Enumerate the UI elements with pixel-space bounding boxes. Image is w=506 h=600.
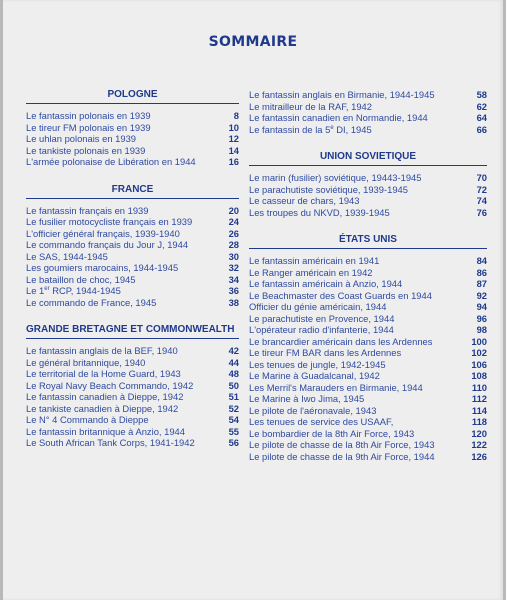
toc-entry-label: Le fantassin de la 5e DI, 1945 [249, 123, 372, 135]
toc-entry-page: 118 [471, 416, 487, 427]
toc-entry-page: 84 [476, 255, 487, 266]
toc-entry[interactable] [26, 380, 239, 392]
superscript: e [330, 124, 334, 131]
toc-entry-label: Le 1er RCP, 1944-1945 [26, 285, 121, 296]
toc-entry[interactable] [249, 382, 487, 394]
toc-entry-label: Le fantassin britannique à Anzio, 1944 [26, 425, 185, 437]
toc-entry-label: Le fantassin canadien à Dieppe, 1942 [26, 391, 184, 402]
toc-entry[interactable] [249, 393, 487, 405]
toc-entry-page: 42 [228, 345, 239, 356]
toc-entry[interactable] [26, 345, 239, 357]
toc-entry[interactable] [26, 145, 239, 157]
toc-entry-page: 32 [228, 262, 239, 273]
toc-entry-page: 38 [228, 296, 239, 308]
toc-entry[interactable] [249, 370, 487, 382]
toc-entry-page: 20 [228, 204, 239, 216]
toc-entry-page: 28 [228, 239, 239, 250]
toc-entry-page: 98 [476, 324, 487, 335]
toc-entry-label: Le fantassin anglais en Birmanie, 1944-1945 [249, 89, 435, 100]
toc-entry[interactable] [249, 112, 487, 124]
toc-entry[interactable] [249, 184, 487, 196]
toc-entry-page: 12 [228, 133, 239, 144]
toc-entry-page: 70 [476, 172, 487, 183]
toc-entry[interactable] [249, 124, 487, 136]
section-gap [249, 218, 487, 234]
toc-entry[interactable] [249, 405, 487, 417]
superscript: er [44, 285, 50, 292]
section-rule [26, 338, 239, 339]
toc-entry-page: 108 [471, 370, 487, 381]
toc-entry-page: 72 [476, 183, 487, 195]
toc-entry[interactable] [26, 239, 239, 251]
section-gap [249, 135, 487, 151]
toc-entry-label: Le South African Tank Corps, 1941-1942 [26, 437, 195, 448]
toc-entry[interactable] [26, 297, 239, 309]
toc-entry-label: Le Royal Navy Beach Commando, 1942 [26, 379, 194, 391]
toc-entry-page: 106 [471, 358, 487, 370]
left-column [26, 89, 239, 449]
toc-entry-label: Le tireur FM polonais en 1939 [26, 121, 151, 133]
toc-entry[interactable] [249, 451, 487, 463]
toc-entry[interactable] [26, 368, 239, 380]
toc-entry-page: 120 [471, 427, 487, 439]
toc-entry-page: 92 [476, 289, 487, 301]
toc-entry[interactable] [26, 205, 239, 217]
toc-entry-label: Le fantassin français en 1939 [26, 204, 149, 216]
toc-entry-label: Le fusilier motocycliste français en 1939 [26, 216, 193, 227]
toc-entry-page: 87 [476, 278, 487, 289]
toc-entry-page: 86 [476, 266, 487, 278]
toc-entry-page: 26 [228, 227, 239, 239]
toc-entry[interactable] [249, 195, 487, 207]
toc-entry[interactable] [249, 267, 487, 279]
section-heading: POLOGNE [107, 89, 158, 100]
toc-entry[interactable] [26, 437, 239, 449]
toc-entry-label: Les troupes du NKVD, 1939-1945 [249, 206, 390, 218]
toc-entry-label: Le Marine à Guadalcanal, 1942 [249, 370, 380, 381]
toc-entry-page: 66 [476, 123, 487, 135]
toc-entry-label: L'officier général français, 1939-1940 [26, 227, 180, 239]
toc-entry[interactable] [26, 285, 239, 297]
toc-entry[interactable] [26, 228, 239, 240]
toc-entry-label: Le pilote de l'aéronavale, 1943 [249, 404, 377, 416]
toc-entry-page: 64 [476, 112, 487, 123]
toc-entry-page: 96 [476, 312, 487, 324]
toc-entry-page: 102 [471, 347, 487, 358]
toc-entry[interactable] [249, 301, 487, 313]
toc-entry-label: Le fantassin américain en 1941 [249, 255, 380, 266]
toc-entry[interactable] [26, 403, 239, 415]
toc-entry-page: 122 [471, 439, 487, 450]
toc-entry-label: Le tireur FM BAR dans les Ardennes [249, 347, 402, 358]
toc-entry[interactable] [26, 251, 239, 263]
section-gap [26, 168, 239, 184]
toc-entry-page: 112 [471, 393, 487, 404]
section-rule [249, 165, 487, 166]
toc-entry-label: Le N° 4 Commando à Dieppe [26, 414, 149, 425]
toc-entry-page: 36 [228, 285, 239, 296]
toc-entry[interactable] [26, 110, 239, 122]
page-title: SOMMAIRE [208, 34, 298, 50]
toc-entry[interactable] [249, 101, 487, 113]
toc-entry[interactable] [249, 278, 487, 290]
toc-entry-label: Le Marine à Iwo Jima, 1945 [249, 393, 365, 404]
toc-entry[interactable] [249, 416, 487, 428]
toc-entry-page: 126 [471, 450, 487, 462]
toc-entry-page: 56 [228, 437, 239, 448]
toc-entry-label: Le commando de France, 1945 [26, 296, 157, 308]
toc-entry-label: Le casseur de chars, 1943 [249, 195, 360, 206]
toc-entry[interactable] [249, 313, 487, 325]
toc-entry-label: Les tenues de service des USAAF, [249, 416, 394, 427]
toc-entry[interactable] [249, 89, 487, 101]
toc-entry-label: Les tenues de jungle, 1942-1945 [249, 358, 386, 370]
toc-entry-page: 74 [476, 195, 487, 206]
toc-entry[interactable] [249, 439, 487, 451]
toc-entry-page: 50 [228, 379, 239, 391]
toc-entry-label: Le pilote de chasse de la 8th Air Force, 1943 [249, 439, 435, 450]
toc-entry[interactable] [26, 122, 239, 134]
right-column [249, 89, 487, 462]
section-heading: UNION SOVIETIQUE [319, 151, 417, 162]
toc-entry-label: Le territorial de la Home Guard, 1943 [26, 368, 181, 379]
toc-entry-page: 30 [228, 250, 239, 262]
toc-entry-page: 76 [476, 206, 487, 218]
toc-entry[interactable] [26, 133, 239, 145]
toc-entry-label: Le bataillon de choc, 1945 [26, 273, 136, 285]
toc-entry[interactable] [249, 255, 487, 267]
toc-entry[interactable] [249, 207, 487, 219]
toc-entry[interactable] [26, 357, 239, 369]
toc-entry[interactable] [249, 428, 487, 440]
toc-entry-page: 100 [471, 335, 487, 347]
toc-entry-page: 16 [228, 156, 239, 167]
section-rule [249, 248, 487, 249]
toc-entry-page: 14 [228, 144, 239, 156]
toc-entry[interactable] [249, 336, 487, 348]
toc-entry[interactable] [26, 414, 239, 426]
toc-entry[interactable] [26, 426, 239, 438]
toc-entry-label: Le commando français du Jour J, 1944 [26, 239, 189, 250]
toc-entry-label: Le parachutiste en Provence, 1944 [249, 312, 395, 324]
toc-entry-label: Le pilote de chasse de la 9th Air Force, 1944 [249, 450, 435, 462]
book-page [3, 0, 503, 600]
toc-entry-page: 110 [471, 381, 487, 393]
toc-entry-page: 48 [228, 368, 239, 379]
toc-entry-label: Le fantassin américain à Anzio, 1944 [249, 278, 403, 289]
toc-entry[interactable] [249, 359, 487, 371]
toc-entry[interactable] [26, 391, 239, 403]
toc-entry-page: 58 [476, 89, 487, 100]
toc-entry[interactable] [26, 262, 239, 274]
section-heading: ÉTATS UNIS [339, 234, 397, 245]
section-heading: GRANDE BRETAGNE ET COMMONWEALTH [26, 324, 235, 335]
toc-entry[interactable] [249, 172, 487, 184]
toc-entry-page: 54 [228, 414, 239, 425]
toc-entry-page: 44 [228, 356, 239, 368]
toc-entry-label: Le Ranger américain en 1942 [249, 266, 373, 278]
toc-entry[interactable] [249, 290, 487, 302]
toc-entry-page: 10 [228, 121, 239, 133]
toc-entry-page: 114 [471, 404, 487, 416]
section-rule [26, 198, 239, 199]
section-rule [26, 103, 239, 104]
toc-entry-label: Le Beachmaster des Coast Guards en 1944 [249, 289, 432, 301]
section-heading: FRANCE [111, 183, 154, 195]
toc-entry-page: 34 [228, 273, 239, 285]
section-gap [26, 308, 239, 324]
toc-entry-label: Les Merril's Marauders en Birmanie, 1944 [249, 381, 423, 393]
toc-entry-label: Le SAS, 1944-1945 [26, 250, 108, 262]
toc-entry-label: Le tankiste canadien à Dieppe, 1942 [26, 402, 179, 414]
toc-entry-label: Le mitrailleur de la RAF, 1942 [249, 100, 372, 112]
toc-entry-page: 24 [228, 216, 239, 227]
toc-entry[interactable] [26, 156, 239, 168]
toc-entry[interactable] [26, 216, 239, 228]
toc-entry-page: 62 [476, 100, 487, 112]
toc-entry-label: L'opérateur radio d'infanterie, 1944 [249, 324, 394, 335]
toc-entry-page: 51 [228, 391, 239, 402]
toc-entry[interactable] [249, 324, 487, 336]
toc-entry-page: 55 [228, 425, 239, 437]
toc-entry-label: Le fantassin polonais en 1939 [26, 110, 151, 121]
toc-entry-page: 94 [476, 301, 487, 312]
toc-entry-label: Le fantassin canadien en Normandie, 1944 [249, 112, 428, 123]
toc-entry-label: Officier du génie américain, 1944 [249, 301, 387, 312]
toc-entry-label: Les goumiers marocains, 1944-1945 [26, 262, 179, 273]
toc-entry[interactable] [26, 274, 239, 286]
toc-entry-label: Le brancardier américain dans les Ardennes [249, 335, 433, 347]
toc-entry-label: Le uhlan polonais en 1939 [26, 133, 136, 144]
toc-entry-label: Le fantassin anglais de la BEF, 1940 [26, 345, 178, 356]
toc-entry-label: Le général britannique, 1940 [26, 356, 146, 368]
toc-entry-page: 52 [228, 402, 239, 414]
toc-entry-label: Le parachutiste soviétique, 1939-1945 [249, 183, 408, 195]
toc-entry[interactable] [249, 347, 487, 359]
toc-entry-label: L'armée polonaise de Libération en 1944 [26, 156, 196, 167]
toc-entry-label: Le marin (fusilier) soviétique, 19443-1945 [249, 172, 422, 183]
toc-entry-label: Le bombardier de la 8th Air Force, 1943 [249, 427, 415, 439]
toc-entry-label: Le tankiste polonais en 1939 [26, 144, 146, 156]
toc-entry-page: 8 [233, 110, 239, 121]
